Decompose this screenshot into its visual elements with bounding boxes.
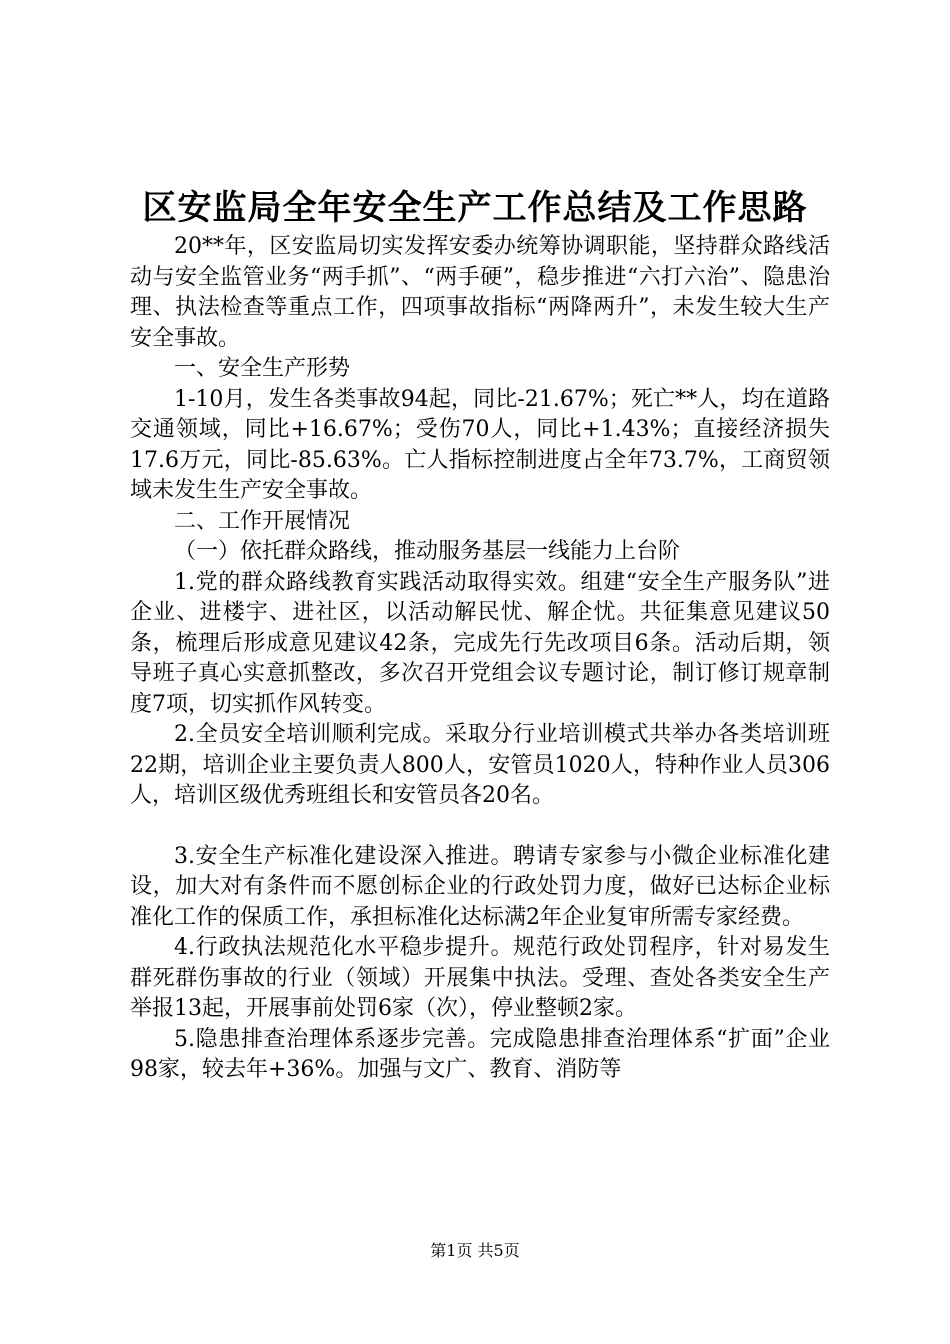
item-paragraph-5: 5.隐患排查治理体系逐步完善。完成隐患排查治理体系“扩面”企业98家，较去年+36%。加强与文广、教育、消防等 <box>130 1026 830 1082</box>
paragraph-gap <box>130 812 830 842</box>
document-body <box>130 232 830 1086</box>
intro-paragraph: 20**年，区安监局切实发挥安委办统筹协调职能，坚持群众路线活动与安全监管业务“两手抓”、“两手硬”，稳步推进“六打六治”、隐患治理、执法检查等重点工作，四项事故指标“两降两升”，未发生较大生产安全事故。 <box>130 234 830 351</box>
item-paragraph-4: 4.行政执法规范化水平稳步提升。规范行政处罚程序，针对易发生群死群伤事故的行业（领域）开展集中执法。受理、查处各类安全生产举报13起，开展事前处罚6家（次），停业整顿2家。 <box>130 935 830 1021</box>
situation-paragraph: 1-10月，发生各类事故94起，同比-21.67%；死亡**人，均在道路交通领域，同比+16.67%；受伤70人，同比+1.43%；直接经济损失17.6万元，同比-85.63%。亡人指标控制进度占全年73.7%，工商贸领域未发生生产安全事故。 <box>130 386 830 503</box>
item-paragraph-3: 3.安全生产标准化建设深入推进。聘请专家参与小微企业标准化建设，加大对有条件而不愿创标企业的行政处罚力度，做好已达标企业标准化工作的保质工作，承担标准化达标满2年企业复审所需专家经费。 <box>130 843 830 930</box>
section-heading-work: 二、工作开展情况 <box>174 508 351 534</box>
section-heading-situation: 一、安全生产形势 <box>174 356 351 381</box>
subsection-heading-1: （一）依托群众路线，推动服务基层一线能力上台阶 <box>174 539 681 564</box>
document-title: 区安监局全年安全生产工作总结及工作思路 <box>142 188 808 228</box>
item-paragraph-1: 1.党的群众路线教育实践活动取得实效。组建“安全生产服务队”进企业、进楼宇、进社区，以活动解民忧、解企忧。共征集意见建议50条，梳理后形成意见建议42条，完成先行先改项目6条。活动后期，领导班子真心实意抓整改，多次召开党组会议专题讨论，制订修订规章制度7项，切实抓作风转变。 <box>130 569 830 717</box>
item-paragraph-2: 2.全员安全培训顺利完成。采取分行业培训模式共举办各类培训班22期，培训企业主要负责人800人，安管员1020人，特种作业人员306人，培训区级优秀班组长和安管员各20名。 <box>130 722 830 808</box>
page-number: 第1页 共5页 <box>430 1241 520 1260</box>
